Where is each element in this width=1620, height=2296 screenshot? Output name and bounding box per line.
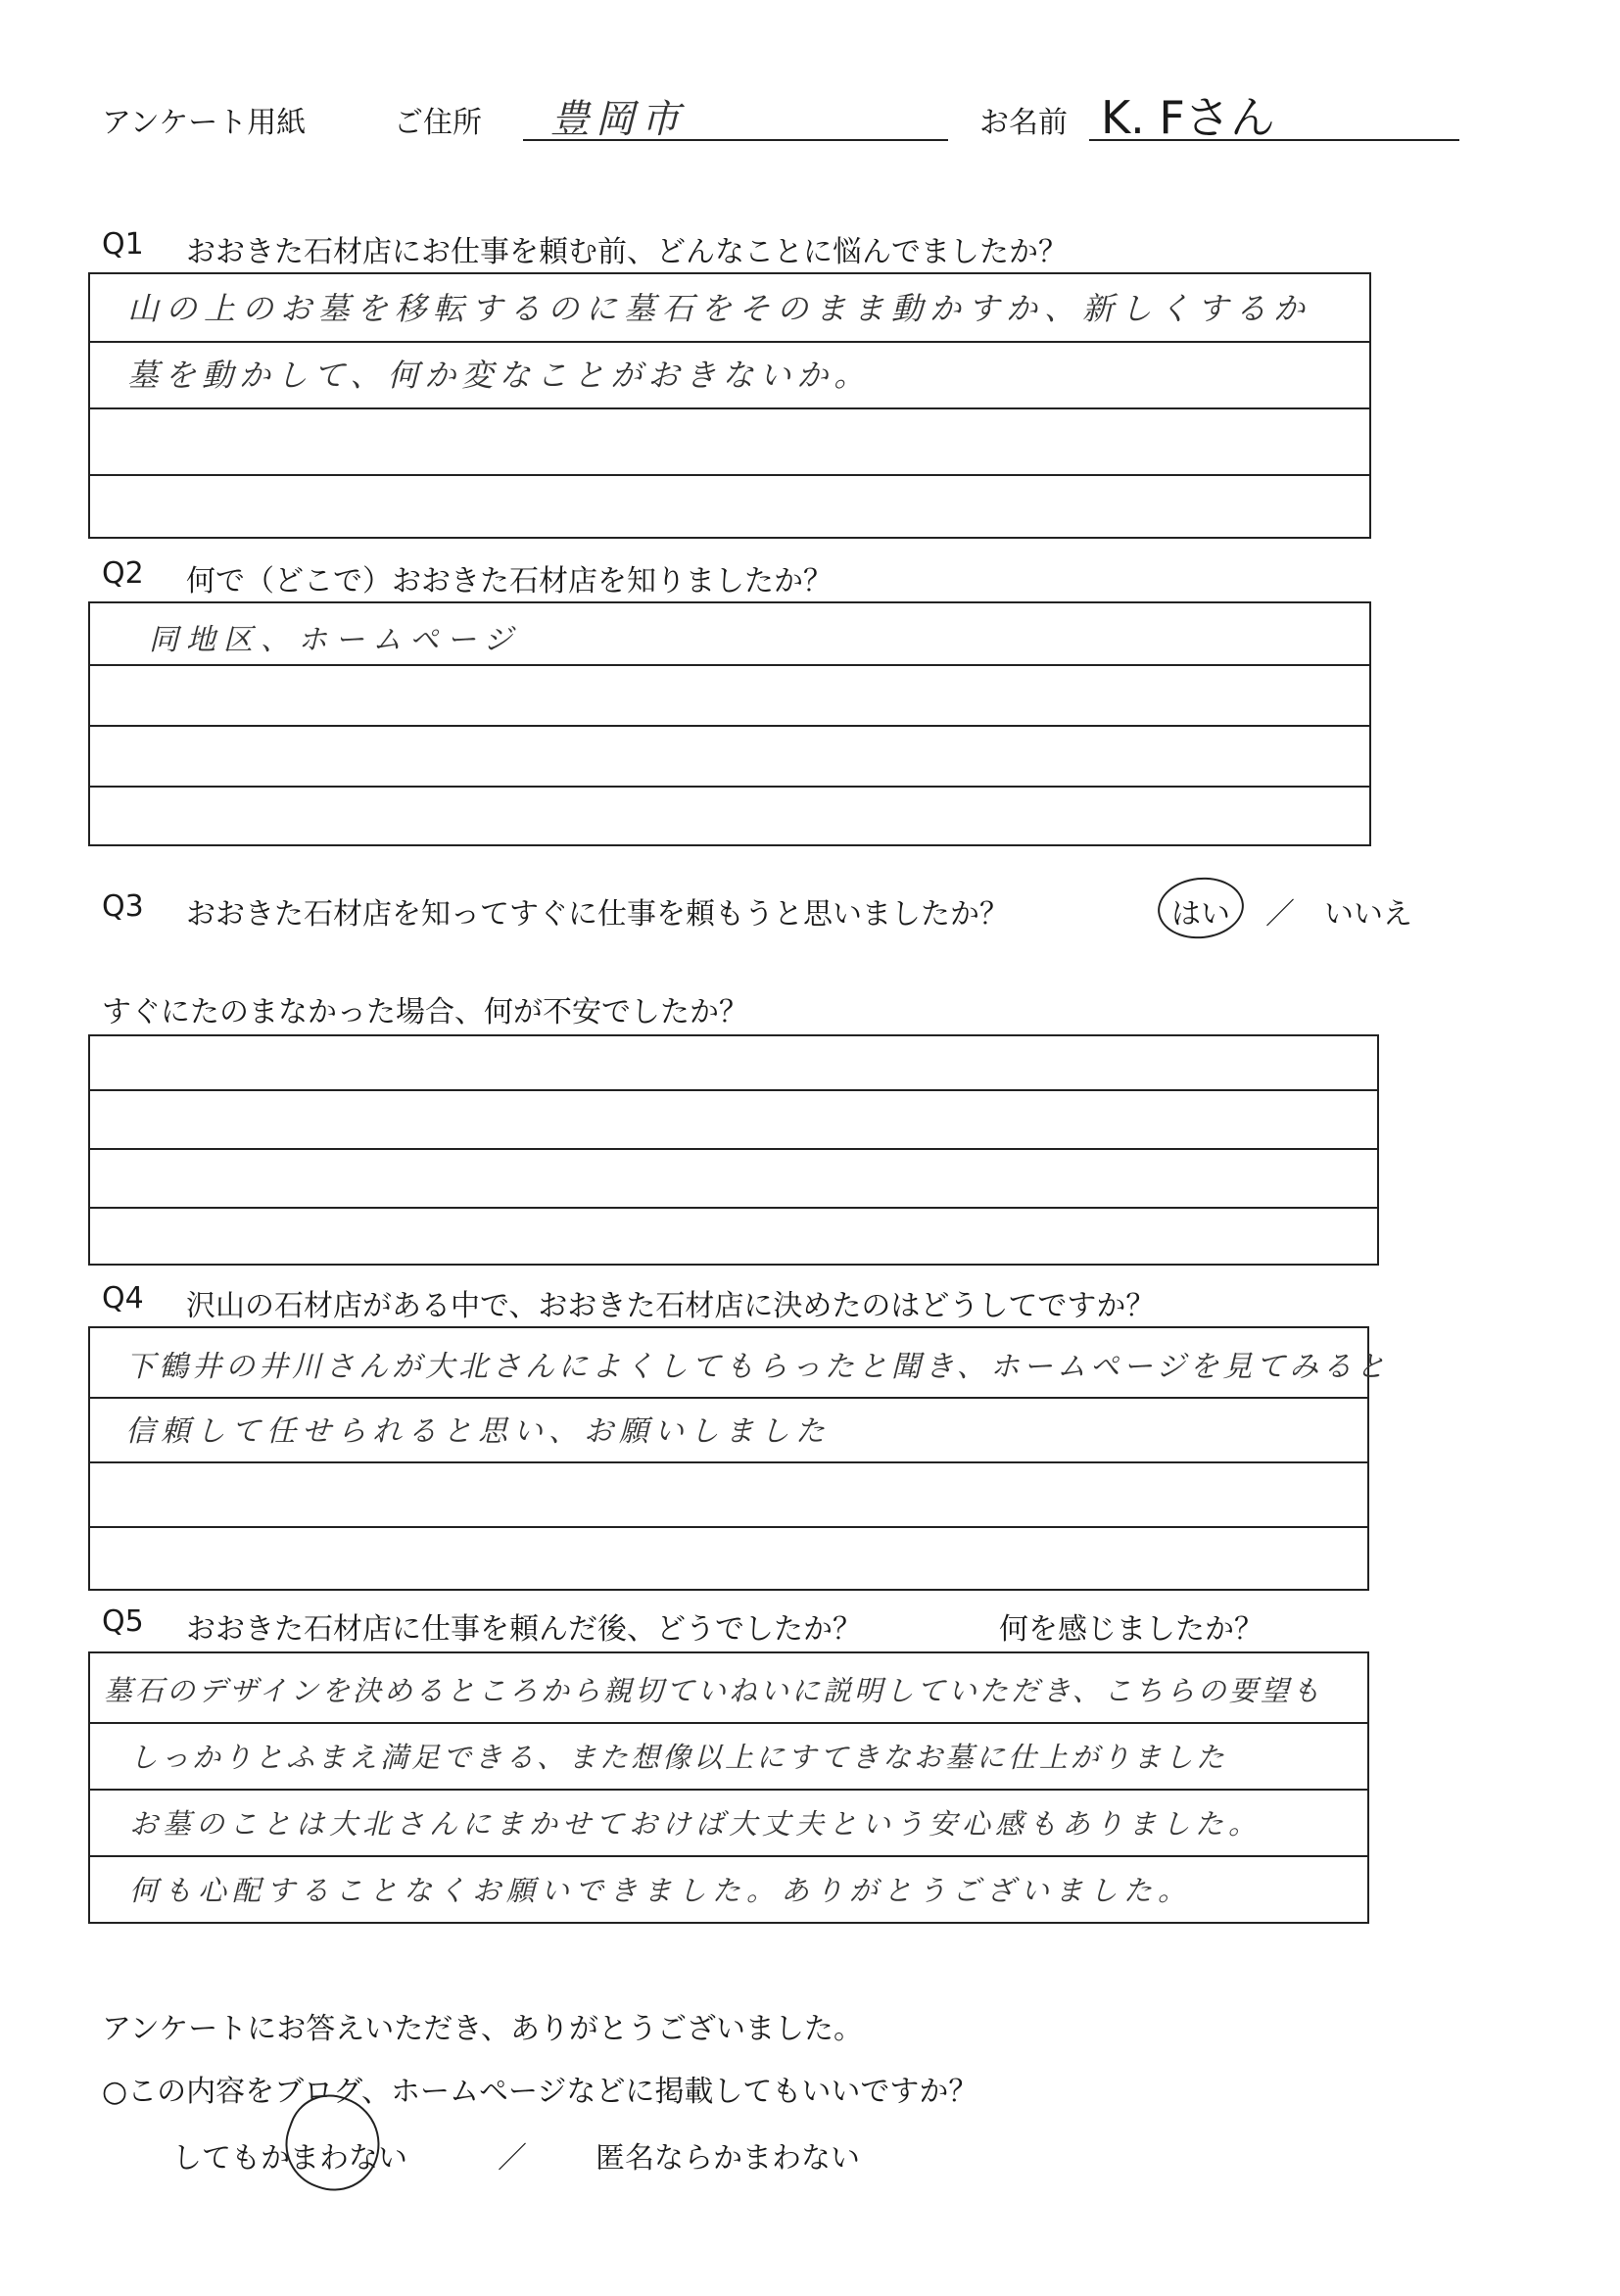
q2-answer-line-1: 同地区、ホームページ <box>149 623 521 657</box>
q3-answer-box[interactable] <box>88 1034 1379 1266</box>
q5-ruled-line-1 <box>90 1722 1367 1724</box>
q1-answer-line-1: 山の上のお墓を移転するのに墓石をそのまま動かすか、新しくするか <box>127 290 1312 327</box>
publish-question: ○この内容をブログ、ホームページなどに掲載してもいいですか？ <box>102 2075 978 2109</box>
q3-ruled-line-2 <box>90 1148 1377 1150</box>
q3-separator: ／ <box>1265 897 1295 932</box>
publish-option-anonymous[interactable]: 匿名ならかまわない <box>596 2141 860 2176</box>
q5-answer-line-1: 墓石のデザインを決めるところから親切ていねいに説明していただき、こちらの要望も <box>104 1674 1323 1707</box>
address-value[interactable]: 豊岡市 <box>550 97 686 142</box>
q5-question-2: 何を感じましたか？ <box>999 1612 1263 1647</box>
q1-ruled-line-1 <box>90 341 1369 343</box>
q4-answer-box[interactable] <box>88 1326 1390 1591</box>
q2-number: Q2 <box>102 556 144 591</box>
q4-number: Q4 <box>102 1281 144 1315</box>
q3-ruled-line-3 <box>90 1207 1377 1209</box>
q3-sub-question: すぐにたのまなかった場合、何が不安でしたか？ <box>102 995 748 1029</box>
q4-answer-line-2: 信頼して任せられると思い、お願いしました <box>125 1414 831 1449</box>
q5-number: Q5 <box>102 1604 144 1639</box>
q3-option-yes[interactable]: はい <box>1171 897 1230 932</box>
q5-answer-line-4: 何も心配することなくお願いできました。ありがとうございました。 <box>129 1874 1193 1907</box>
q3-number: Q3 <box>102 889 144 924</box>
q3-option-no[interactable]: いいえ <box>1324 897 1412 932</box>
q2-ruled-line-3 <box>90 786 1369 788</box>
publish-separator: ／ <box>498 2141 527 2176</box>
q5-answer-box[interactable] <box>88 1651 1369 1924</box>
q3-question: おおきた石材店を知ってすぐに仕事を頼もうと思いましたか？ <box>186 897 1009 932</box>
q5-answer-line-2: しっかりとふまえ満足できる、また想像以上にすてきなお墓に仕上がりました <box>129 1741 1227 1774</box>
q2-answer-box[interactable] <box>88 601 1371 846</box>
q4-ruled-line-3 <box>90 1526 1367 1528</box>
q4-ruled-line-1 <box>90 1397 1367 1399</box>
q2-ruled-line-1 <box>90 664 1369 666</box>
address-label: ご住所 <box>394 106 482 140</box>
address-underline <box>523 139 948 141</box>
q4-question: 沢山の石材店がある中で、おおきた石材店に決めたのはどうしてですか？ <box>186 1289 1156 1323</box>
q4-ruled-line-2 <box>90 1461 1367 1463</box>
q5-ruled-line-3 <box>90 1855 1367 1857</box>
q3-selected-circle <box>1155 874 1247 943</box>
q4-answer-line-1: 下鶴井の井川さんが大北さんによくしてもらったと聞き、ホームページを見てみると <box>125 1350 1390 1384</box>
q1-ruled-line-2 <box>90 407 1369 409</box>
q1-answer-line-2: 墓を動かして、何か変なことがおきないか。 <box>127 357 872 394</box>
q2-ruled-line-2 <box>90 725 1369 727</box>
q5-ruled-line-2 <box>90 1789 1367 1791</box>
q5-answer-line-3: お墓のことは大北さんにまかせておけば大丈夫という安心感もありました。 <box>129 1807 1263 1841</box>
q5-question: おおきた石材店に仕事を頼んだ後、どうでしたか？ <box>186 1612 862 1647</box>
q1-ruled-line-3 <box>90 474 1369 476</box>
q1-answer-box[interactable] <box>88 272 1371 539</box>
form-title: アンケート用紙 <box>102 106 307 140</box>
name-label: お名前 <box>979 106 1068 140</box>
q2-question: 何で（どこで）おおきた石材店を知りましたか？ <box>186 564 833 598</box>
q3-ruled-line-1 <box>90 1089 1377 1091</box>
footer-thanks: アンケートにお答えいただき、ありがとうございました。 <box>102 2012 863 2046</box>
name-value[interactable]: K. Fさん <box>1101 91 1275 144</box>
publish-option-ok[interactable]: してもかまわない <box>172 2141 407 2176</box>
q1-number: Q1 <box>102 227 144 262</box>
q1-question: おおきた石材店にお仕事を頼む前、どんなことに悩んでましたか？ <box>186 235 1068 269</box>
name-underline <box>1089 139 1459 141</box>
